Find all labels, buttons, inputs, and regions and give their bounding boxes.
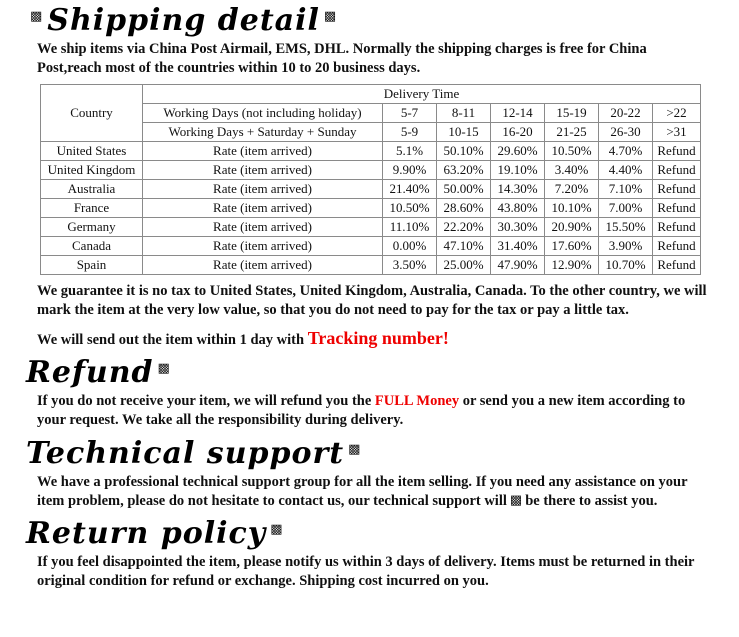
country-header-cell: Country bbox=[41, 85, 143, 142]
table-row bbox=[41, 218, 701, 237]
rate-cell: 21.40% bbox=[383, 180, 437, 199]
table-row bbox=[41, 161, 701, 180]
table-row bbox=[41, 237, 701, 256]
shipping-heading-text: Shipping detail bbox=[47, 3, 320, 38]
rate-cell: 50.00% bbox=[437, 180, 491, 199]
refund-body-suffix: or send you a new item according to your request. We take all the responsibility during delivery. bbox=[37, 393, 686, 429]
technical-support-body-text bbox=[37, 473, 711, 511]
tracking-number-highlight: Tracking number! bbox=[307, 327, 449, 348]
rate-cell: 22.20% bbox=[437, 218, 491, 237]
technical-body-part2: be there to assist you. bbox=[525, 492, 658, 509]
rate-cell: 15.50% bbox=[599, 218, 653, 237]
days-cell: 20-22 bbox=[599, 104, 653, 123]
technical-support-heading bbox=[26, 437, 739, 470]
refund-cell: Refund bbox=[653, 256, 701, 275]
garbled-glyph-icon: ▩ bbox=[509, 491, 523, 507]
rate-cell: 3.40% bbox=[545, 161, 599, 180]
days-cell: 10-15 bbox=[437, 123, 491, 142]
rate-cell: 0.00% bbox=[383, 237, 437, 256]
rate-cell: 10.50% bbox=[545, 142, 599, 161]
table-row bbox=[41, 142, 701, 161]
country-cell: Canada bbox=[41, 237, 143, 256]
rate-cell: 12.90% bbox=[545, 256, 599, 275]
rate-cell: 63.20% bbox=[437, 161, 491, 180]
dispatch-prefix: We will send out the item within 1 day with bbox=[37, 331, 308, 348]
technical-support-section bbox=[0, 437, 739, 511]
days-cell: 15-19 bbox=[545, 104, 599, 123]
return-policy-heading-text: Return policy bbox=[26, 515, 267, 551]
days-cell: 26-30 bbox=[599, 123, 653, 142]
technical-body-part1: We have a professional technical support group for all the item selling. If you need any assistance on your item problem, please do not hesitate to contact us, our technical support will bbox=[37, 473, 688, 509]
rate-label-cell: Rate (item arrived) bbox=[143, 142, 383, 161]
rate-cell: 29.60% bbox=[491, 142, 545, 161]
rate-cell: 7.10% bbox=[599, 180, 653, 199]
shipping-heading bbox=[26, 4, 739, 37]
garbled-glyph-icon: ▩ bbox=[157, 361, 171, 377]
garbled-glyph-icon: ▩ bbox=[348, 441, 362, 457]
days-cell: 5-9 bbox=[383, 123, 437, 142]
days-cell: 5-7 bbox=[383, 104, 437, 123]
rate-cell: 4.70% bbox=[599, 142, 653, 161]
full-money-highlight: FULL Money bbox=[374, 393, 460, 410]
refund-cell: Refund bbox=[653, 180, 701, 199]
tax-guarantee-text: We guarantee it is no tax to United States, United Kingdom, Australia, Canada. To the other country, we will mark the item at the very low value, so that you do not need to pay for the tax or pay a little tax. bbox=[37, 283, 707, 319]
country-cell: France bbox=[41, 199, 143, 218]
refund-heading-text: Refund bbox=[26, 355, 154, 391]
country-cell: United Kingdom bbox=[41, 161, 143, 180]
rate-label-cell: Rate (item arrived) bbox=[143, 199, 383, 218]
refund-cell: Refund bbox=[653, 142, 701, 161]
return-policy-section bbox=[0, 517, 739, 591]
rate-cell: 50.10% bbox=[437, 142, 491, 161]
rate-cell: 20.90% bbox=[545, 218, 599, 237]
rate-label-cell: Rate (item arrived) bbox=[143, 161, 383, 180]
rate-cell: 4.40% bbox=[599, 161, 653, 180]
table-row bbox=[41, 180, 701, 199]
dispatch-text bbox=[37, 327, 711, 351]
rate-cell: 5.1% bbox=[383, 142, 437, 161]
return-policy-body-text: If you feel disappointed the item, please notify us within 3 days of delivery. Items must be returned in their original condition for refund or exchange. Shipping cost incurred on you. bbox=[37, 553, 695, 589]
country-cell: Spain bbox=[41, 256, 143, 275]
days-cell: >31 bbox=[653, 123, 701, 142]
rate-cell: 7.20% bbox=[545, 180, 599, 199]
rate-label-cell: Rate (item arrived) bbox=[143, 256, 383, 275]
rate-cell: 3.50% bbox=[383, 256, 437, 275]
garbled-glyph-icon: ▩ bbox=[30, 9, 44, 24]
rate-cell: 30.30% bbox=[491, 218, 545, 237]
refund-body-text bbox=[37, 392, 711, 430]
working-days-weekend-label-cell: Working Days + Saturday + Sunday bbox=[143, 123, 383, 142]
garbled-glyph-icon: ▩ bbox=[323, 9, 338, 24]
refund-cell: Refund bbox=[653, 161, 701, 180]
days-cell: 8-11 bbox=[437, 104, 491, 123]
rate-cell: 11.10% bbox=[383, 218, 437, 237]
rate-cell: 28.60% bbox=[437, 199, 491, 218]
rate-cell: 43.80% bbox=[491, 199, 545, 218]
refund-heading bbox=[26, 356, 739, 389]
rate-cell: 9.90% bbox=[383, 161, 437, 180]
delivery-time-table bbox=[40, 84, 701, 275]
rate-cell: 10.70% bbox=[599, 256, 653, 275]
country-cell: Australia bbox=[41, 180, 143, 199]
refund-section bbox=[0, 356, 739, 430]
rate-cell: 7.00% bbox=[599, 199, 653, 218]
rate-cell: 19.10% bbox=[491, 161, 545, 180]
rate-cell: 10.50% bbox=[383, 199, 437, 218]
rate-label-cell: Rate (item arrived) bbox=[143, 180, 383, 199]
return-policy-heading bbox=[26, 517, 739, 550]
refund-cell: Refund bbox=[653, 218, 701, 237]
table-header-row bbox=[41, 85, 701, 104]
shipping-section bbox=[0, 4, 739, 350]
refund-body-prefix: If you do not receive your item, we will refund you the bbox=[37, 393, 375, 410]
rate-cell: 3.90% bbox=[599, 237, 653, 256]
rate-cell: 10.10% bbox=[545, 199, 599, 218]
refund-cell: Refund bbox=[653, 237, 701, 256]
days-cell: 12-14 bbox=[491, 104, 545, 123]
delivery-time-header-cell: Delivery Time bbox=[143, 85, 701, 104]
days-cell: >22 bbox=[653, 104, 701, 123]
refund-cell: Refund bbox=[653, 199, 701, 218]
rate-cell: 47.90% bbox=[491, 256, 545, 275]
rate-cell: 14.30% bbox=[491, 180, 545, 199]
country-cell: United States bbox=[41, 142, 143, 161]
days-cell: 16-20 bbox=[491, 123, 545, 142]
rate-label-cell: Rate (item arrived) bbox=[143, 218, 383, 237]
rate-cell: 31.40% bbox=[491, 237, 545, 256]
garbled-glyph-icon: ▩ bbox=[270, 521, 284, 537]
rate-label-cell: Rate (item arrived) bbox=[143, 237, 383, 256]
working-days-label-cell: Working Days (not including holiday) bbox=[143, 104, 383, 123]
table-row bbox=[41, 256, 701, 275]
rate-cell: 17.60% bbox=[545, 237, 599, 256]
technical-support-heading-text: Technical support bbox=[26, 435, 345, 471]
rate-cell: 25.00% bbox=[437, 256, 491, 275]
days-cell: 21-25 bbox=[545, 123, 599, 142]
shipping-intro-text: We ship items via China Post Airmail, EMS, DHL. Normally the shipping charges is free for China Post,reach most of the countries within 10 to 20 business days. bbox=[37, 41, 647, 77]
rate-cell: 47.10% bbox=[437, 237, 491, 256]
country-cell: Germany bbox=[41, 218, 143, 237]
table-row bbox=[41, 199, 701, 218]
